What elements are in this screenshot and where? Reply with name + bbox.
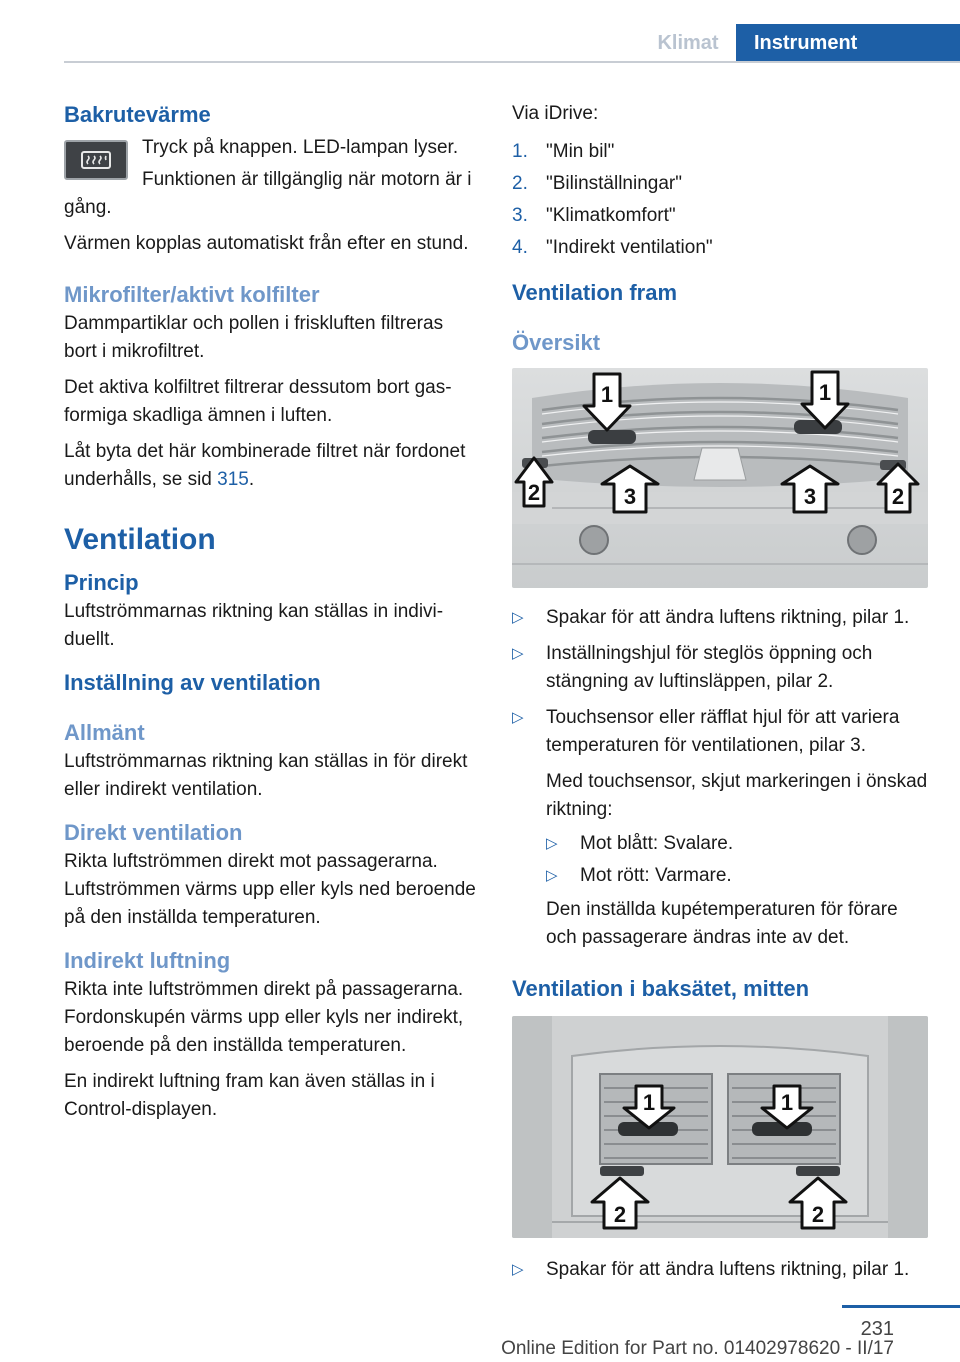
- rear-label-1a: 1: [642, 1090, 656, 1115]
- general-text: Luftströmmarnas riktning kan ställas in för direkt eller indirekt ventilation.: [64, 751, 468, 800]
- page-number: 231: [860, 1318, 894, 1340]
- step-number: 4.: [512, 237, 528, 258]
- bullet-content: [546, 704, 932, 952]
- list-item: [512, 604, 932, 632]
- rear-heat-block: [64, 134, 476, 258]
- triangle-bullet-icon: ▷: [512, 1261, 524, 1278]
- header-chapter-tab[interactable]: Instrument: [736, 24, 960, 63]
- idrive-steps: [512, 138, 932, 262]
- step-number: 1.: [512, 141, 528, 162]
- rear-vent-figure: [512, 1016, 928, 1238]
- heading-setting: Inställning av ventilation: [64, 670, 321, 695]
- list-item: [512, 1256, 932, 1284]
- heading-principle: Princip: [64, 570, 139, 595]
- left-column: [64, 100, 476, 1132]
- right-column: [512, 100, 932, 1292]
- list-item: [546, 862, 932, 890]
- heading-rear-ventilation: Ventilation i baksätet, mitten: [512, 976, 810, 1001]
- heading-overview: Översikt: [512, 330, 601, 355]
- rear-heat-text-3: Värmen kopplas automatiskt från efter en stund.: [64, 233, 469, 254]
- indirect-text-1: Rikta inte luftströmmen direkt på passagerarna. Fordonskupén värms upp eller kyls ner indirekt, beroende på den inställda temperaturen.: [64, 979, 464, 1056]
- filter-text-2: Det aktiva kolfiltret filtrerar dessutom bort gasformiga skadliga ämnen i luften.: [64, 377, 452, 426]
- front-label-1a: 1: [600, 382, 614, 407]
- list-item: [512, 234, 932, 262]
- front-label-3b: 3: [803, 484, 817, 509]
- indirect-text-2: En indirekt luftning fram kan även ställas in i Control-displayen.: [64, 1071, 435, 1120]
- heading-indirect: Indirekt luftning: [64, 948, 231, 973]
- filter-text-3-start: Låt byta det här kombinerade filtret när fordonet underhålls, se sid: [64, 441, 466, 490]
- bullet-text: Inställningshjul för steglös öppning och stängning av luftinsläppen, pilar 2.: [546, 643, 873, 692]
- rear-label-1b: 1: [780, 1090, 794, 1115]
- list-item: [512, 640, 932, 696]
- heading-filter: Mikrofilter/aktivt kolfilter: [64, 282, 320, 307]
- footer-edition: Online Edition for Part no. 01402978620 - II/17: [501, 1338, 894, 1359]
- sub-bullet-text: Mot rött: Varmare.: [580, 865, 732, 886]
- heading-front-ventilation: Ventilation fram: [512, 280, 678, 305]
- front-vent-figure: [512, 368, 928, 588]
- rear-defrost-button-icon: [64, 140, 128, 180]
- rear-label-2a: 2: [613, 1202, 627, 1227]
- heading-general: Allmänt: [64, 720, 145, 745]
- front-label-2b: 2: [891, 484, 905, 509]
- header-divider: [64, 61, 960, 63]
- header-section-tab[interactable]: Klimat: [657, 32, 719, 54]
- list-item: [512, 138, 932, 166]
- step-text: "Min bil": [546, 141, 615, 162]
- rear-label-2b: 2: [811, 1202, 825, 1227]
- triangle-bullet-icon: ▷: [512, 709, 524, 726]
- step-text: "Bilinställningar": [546, 173, 682, 194]
- triangle-bullet-icon: ▷: [546, 835, 558, 852]
- step-number: 2.: [512, 173, 528, 194]
- list-item: [512, 202, 932, 230]
- rear-heat-text-1: Tryck på knappen. LED-lampan lyser.: [142, 137, 459, 158]
- step-text: "Indirekt ventilation": [546, 237, 713, 258]
- page-link-315[interactable]: 315: [217, 469, 249, 490]
- front-bullets: [512, 604, 932, 952]
- bullet-text: Spakar för att ändra luftens riktning, pilar 1.: [546, 607, 910, 628]
- heading-direct: Direkt ventilation: [64, 820, 243, 845]
- list-item: [546, 830, 932, 858]
- front-label-2a: 2: [527, 480, 541, 505]
- bullet-text-more: Med touchsensor, skjut markeringen i önskad riktning:: [546, 771, 928, 820]
- front-label-3a: 3: [623, 484, 637, 509]
- heading-rear-heat: Bakrutevärme: [64, 102, 211, 127]
- rear-bullets: [512, 1256, 932, 1284]
- footer-accent-line: [842, 1305, 960, 1308]
- step-text: "Klimatkomfort": [546, 205, 676, 226]
- idrive-label: Via iDrive:: [512, 103, 599, 124]
- filter-text-1: Dammpartiklar och pollen i friskluften filtreras bort i mikrofiltret.: [64, 313, 444, 362]
- triangle-bullet-icon: ▷: [546, 867, 558, 884]
- heading-ventilation: Ventilation: [64, 523, 216, 556]
- bullet-text: Touchsensor eller räfflat hjul för att variera temperaturen för ventilationen, pilar 3.: [546, 707, 900, 756]
- filter-text-3-end: .: [248, 469, 255, 490]
- principle-text: Luftströmmarnas riktning kan ställas in individuellt.: [64, 601, 444, 650]
- bullet-text: Spakar för att ändra luftens riktning, pilar 1.: [546, 1259, 910, 1280]
- triangle-bullet-icon: ▷: [512, 645, 524, 662]
- list-item: [512, 704, 932, 952]
- step-number: 3.: [512, 205, 528, 226]
- rear-heat-text-2: Funktionen är tillgänglig när motorn är i gång.: [64, 169, 472, 218]
- direct-text: Rikta luftströmmen direkt mot passagerarna. Luftströmmen värms upp eller kyls ned beroende på den inställda temperaturen.: [64, 851, 476, 928]
- list-item: [512, 170, 932, 198]
- bullet-text-end: Den inställda kupétemperaturen för förare och passagerare ändras inte av det.: [546, 899, 898, 948]
- sub-bullets: [546, 830, 932, 890]
- triangle-bullet-icon: ▷: [512, 609, 524, 626]
- sub-bullet-text: Mot blått: Svalare.: [580, 833, 734, 854]
- filter-text-3: [64, 438, 476, 494]
- front-label-1b: 1: [818, 380, 832, 405]
